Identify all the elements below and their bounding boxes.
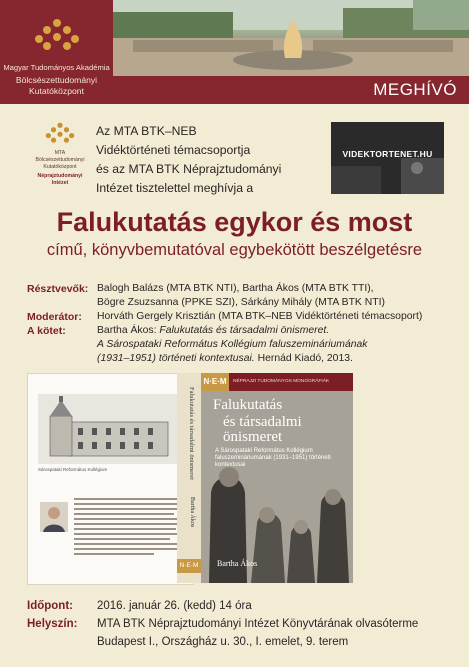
moderator-label: Moderátor:	[27, 311, 82, 323]
book-line1-author: Bartha Ákos:	[97, 325, 160, 336]
participants-line1: Balogh Balázs (MTA BTK NTI), Bartha Ákos (MTA BTK TTI),	[97, 283, 374, 294]
cover-nem-badge: N·E·M	[201, 373, 229, 391]
header-org-line2: Bölcsészettudományi	[15, 75, 98, 85]
spine-title: Falukutatás és társadalmi önismeret	[188, 387, 195, 480]
book-line3	[97, 353, 353, 364]
book-label: A kötet:	[27, 325, 66, 337]
date-label: Időpont:	[27, 600, 73, 612]
cover-author: Bartha Ákos	[217, 559, 258, 568]
participants-label: Résztvevők:	[27, 283, 89, 295]
nti-logo-icon	[44, 122, 76, 144]
book-line1-title: Falukutatás és társadalmi önismeret.	[159, 325, 330, 336]
small-logo-line1: MTA	[54, 150, 66, 156]
small-logo-line2: Bölcsészettudományi	[35, 157, 85, 163]
invitation-label: MEGHÍVÓ	[373, 80, 457, 99]
cover-subtitle: A Sárospataki Református Kollégium faluszemináriumának (1931–1951) történeti kontextusai	[215, 448, 331, 468]
book-back-cover	[27, 373, 194, 585]
event-title: Falukutatás egykor és most	[56, 207, 413, 237]
book-line3-title: (1931–1951) történeti kontextusai.	[97, 353, 255, 364]
place-line2: Budapest I., Országház u. 30., I. emelet, 9. terem	[97, 636, 349, 648]
book-line3-publisher: Hernád Kiadó, 2013.	[254, 353, 353, 364]
header-org-line1: Magyar Tudományos Akadémia	[3, 63, 110, 72]
spine-author: Bartha Ákos	[189, 497, 195, 528]
invite-line-4: Intézet tisztelettel meghívja a	[96, 181, 254, 195]
cover-title-line1: Falukutatás	[213, 397, 283, 413]
spine-nem-badge: N·E·M	[177, 559, 201, 573]
participants-line2: Bögre Zsuzsanna (PPKE SZI), Sárkány Mihály (MTA BTK NTI)	[97, 297, 385, 308]
videktortenet-logo	[331, 122, 444, 194]
header-title-bar	[113, 76, 469, 104]
header-org-line3: Kutatóközpont	[29, 86, 84, 96]
book-spine	[177, 373, 201, 583]
cover-title-line2: és társadalmi	[223, 414, 302, 430]
small-logo-line3: Kutatóközpont	[43, 164, 77, 170]
date-value: 2016. január 26. (kedd) 14 óra	[97, 600, 252, 612]
fountain-photo-image	[113, 0, 469, 76]
header-logo-panel	[0, 0, 113, 104]
place-line1: MTA BTK Néprajztudományi Intézet Könyvtárának olvasóterme	[97, 618, 419, 630]
cover-title-line3: önismeret	[223, 429, 283, 445]
cover-series-bar: NÉPRAJZI TUDOMÁNYOS MONOGRÁFIÁK	[229, 373, 353, 391]
invite-line-2: Vidéktörténeti témacsoportja	[96, 143, 251, 157]
book-line2: A Sárospataki Református Kollégium faluszemináriumának	[97, 339, 368, 350]
college-building-image	[38, 394, 178, 464]
author-portrait-image	[40, 502, 68, 532]
back-cover-text-block	[74, 498, 184, 568]
small-logo-line4: Néprajztudományi	[37, 173, 83, 179]
invite-line-1: Az MTA BTK–NEB	[96, 124, 197, 138]
book-line1	[97, 325, 329, 336]
mta-btk-logo-icon	[33, 18, 81, 52]
moderator-value: Horváth Gergely Krisztián (MTA BTK–NEB Vidéktörténeti témacsoport)	[97, 311, 423, 322]
book-front-cover	[201, 373, 353, 583]
invite-line-3: és az MTA BTK Néprajztudományi	[96, 162, 282, 176]
back-cover-caption: Sárospataki Református Kollégium	[38, 467, 108, 472]
place-label: Helyszín:	[27, 618, 78, 630]
videktortenet-label: VIDEKTORTENET.HU	[342, 149, 433, 159]
event-subtitle: című, könyvbemutatóval egybekötött beszélgetésre	[46, 241, 423, 259]
header-photo-fountain	[113, 0, 469, 76]
small-logo-line5: Intézet	[51, 180, 69, 186]
